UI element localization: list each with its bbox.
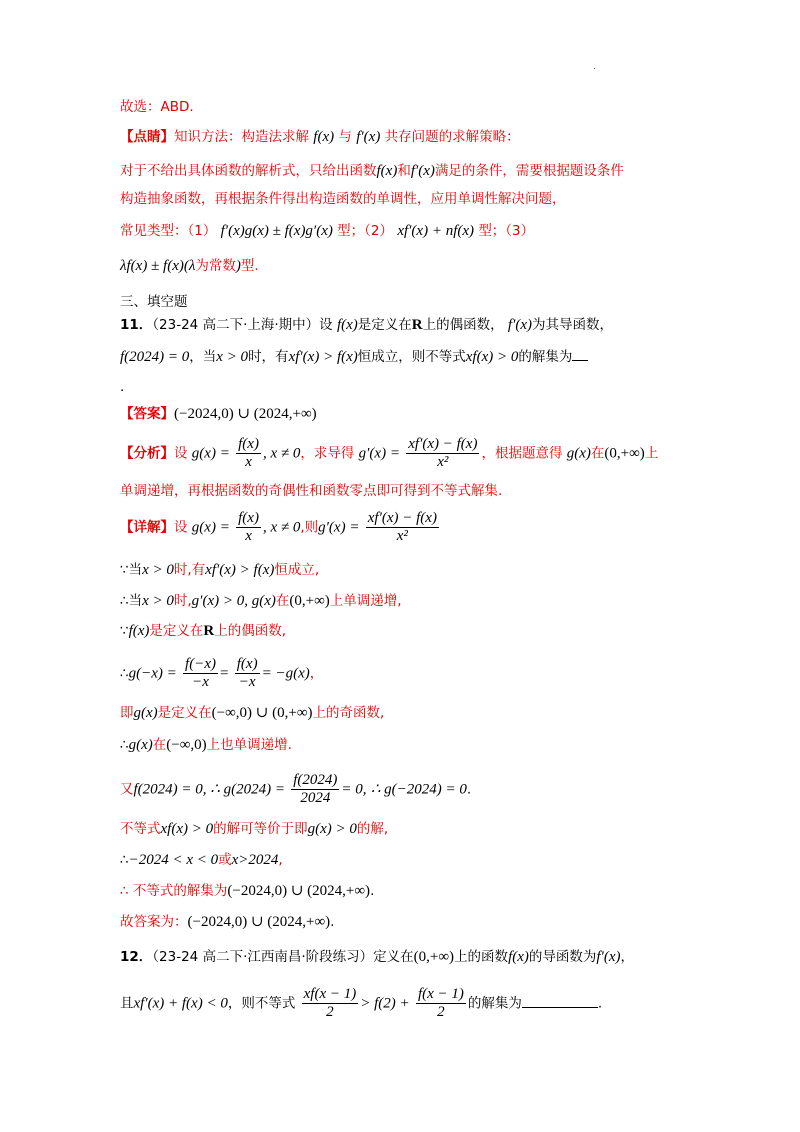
step3-m1: f(x) <box>128 623 150 639</box>
step9-m2: x>2024 <box>231 852 279 868</box>
q12-frac2-num: f(x − 1) <box>417 986 464 1002</box>
q11-l2-b: 时，有 <box>248 349 289 365</box>
q11-step9 <box>120 849 283 871</box>
analysis-b: ，求导得 <box>300 445 355 462</box>
q12-frac2-den: 2 <box>437 1004 445 1020</box>
step6-m1: g(x) <box>128 737 153 753</box>
tip-f: f(x) <box>313 129 335 145</box>
analysis-cond: , x ≠ 0 <box>262 445 301 462</box>
tip-p3 <box>120 220 534 242</box>
step6-b: 在 <box>152 737 167 753</box>
step6-c: 上也单调递增. <box>206 737 292 753</box>
q12-l2-c: 的解集为 <box>467 995 522 1012</box>
section-title <box>120 291 188 313</box>
step2-c: 在 <box>275 593 290 609</box>
step4-a: ∴ <box>120 665 129 682</box>
step7-m3: ∴ g(−2024) = 0 <box>370 781 467 798</box>
detail-frac1-num: f(x) <box>238 510 259 526</box>
step4-m1: g(−x) = <box>128 665 177 682</box>
step3-R: R <box>203 623 215 639</box>
analysis-g: g(x) = <box>191 445 230 462</box>
step7-m2: = 0, <box>341 781 367 798</box>
detail-cond: , x ≠ 0 <box>262 519 301 536</box>
tip-p1 <box>120 160 624 182</box>
step8-a: 不等式 <box>120 821 161 837</box>
analysis-d: 在 <box>590 445 605 462</box>
tip-p1-b: 和 <box>397 163 411 179</box>
detail-frac1 <box>236 510 261 545</box>
step5-m1: g(x) <box>133 705 158 721</box>
detail-frac2 <box>366 510 439 545</box>
step2-d: 上单调递增, <box>329 593 402 609</box>
q12-l2-m1: xf′(x) + f(x) < 0 <box>133 995 228 1012</box>
analysis-frac1 <box>236 436 261 471</box>
step7-a: 又 <box>120 781 134 798</box>
q11-detail <box>120 510 441 545</box>
step7-m1: f(2024) = 0, ∴ g(2024) = <box>133 781 285 798</box>
analysis-frac2-num: xf′(x) − f(x) <box>408 436 478 452</box>
tip-p4-c: 型. <box>240 258 259 274</box>
q11-t2-R: R <box>411 317 423 333</box>
step9-a: ∴ <box>120 852 129 868</box>
q11-step6 <box>120 734 292 756</box>
step5-b: 是定义在 <box>157 705 212 721</box>
q11-l2-m3: xf′(x) > f(x) <box>288 349 358 365</box>
q11-step5 <box>120 702 384 724</box>
q11-l3: . <box>120 379 125 395</box>
analysis-e: 上 <box>644 445 659 462</box>
q12-answer-blank <box>522 993 598 1008</box>
analysis-frac1-num: f(x) <box>238 436 259 452</box>
q11-number: 11． <box>120 317 153 333</box>
step3-b: 是定义在 <box>149 623 204 639</box>
step4-frac1 <box>183 656 218 691</box>
q11-step2 <box>120 590 402 612</box>
tip-p1-f: f(x) <box>376 163 398 179</box>
detail-frac2-den: x² <box>396 528 408 544</box>
step4-m2: = −g(x) <box>261 665 310 682</box>
q12-source: （23-24 高二下·江西南昌·阶段练习） <box>152 949 374 965</box>
step10-a: ∴ 不等式的解集为 <box>120 883 228 899</box>
tip-fp: f′(x) <box>356 129 381 145</box>
analysis-l2-text: 单调递增，再根据函数的奇偶性和函数零点即可得到不等式解集. <box>120 483 503 499</box>
q11-step7 <box>120 772 471 807</box>
analysis-frac2-den: x² <box>437 454 449 470</box>
q11-line1 <box>120 314 613 336</box>
step5-a: 即 <box>120 705 134 721</box>
step3-c: 上的偶函数, <box>214 623 287 639</box>
tip-text-a: 知识方法：构造法求解 <box>174 129 309 145</box>
conclusion-text: 故选：ABD. <box>120 99 194 115</box>
step4-frac1-num: f(−x) <box>185 656 216 672</box>
tip-text-b: 与 <box>338 129 352 145</box>
tip-heading-line <box>120 126 520 148</box>
q11-t1-f: f(x) <box>336 317 358 333</box>
q11-line3 <box>120 376 124 398</box>
step7-b: . <box>466 781 472 798</box>
step4-frac2-num: f(x) <box>236 656 258 672</box>
tip-p4 <box>120 255 259 277</box>
q12-t3: 的导函数为 <box>528 949 597 965</box>
step10-m: (−2024,0) ∪ (2024,+∞) <box>227 883 371 899</box>
step4-eq: = <box>219 665 229 682</box>
q12-t1-m: (0,+∞) <box>413 949 455 965</box>
step6-m2: (−∞,0) <box>166 737 207 753</box>
q11-l2-c: 恒成立，则不等式 <box>357 349 466 365</box>
q11-step8 <box>120 818 388 840</box>
q11-step4 <box>120 656 323 691</box>
step8-m2: g(x) > 0 <box>307 821 357 837</box>
q12-l2-b: ，则不等式 <box>227 995 296 1012</box>
q11-l2-m1: f(2024) = 0 <box>120 349 190 365</box>
step4-b: ， <box>309 665 324 682</box>
step9-b: 或 <box>218 852 232 868</box>
q12-frac1-num: xf(x − 1) <box>303 986 357 1002</box>
detail-gp: g′(x) = <box>318 519 360 536</box>
analysis-gp: g′(x) = <box>358 445 400 462</box>
step1-m1: x > 0 <box>142 562 174 578</box>
q11-analysis-l2 <box>120 480 502 502</box>
detail-g: g(x) = <box>191 519 230 536</box>
q12-t1: 定义在 <box>373 949 414 965</box>
q11-step10 <box>120 880 374 902</box>
q11-l2-m2: x > 0 <box>216 349 249 365</box>
q12-t4: ， <box>620 949 634 965</box>
tip-p2-text: 构造抽象函数，再根据条件得出构造函数的单调性，应用单调性解决问题， <box>120 191 566 207</box>
tip-p2 <box>120 188 566 210</box>
tip-p3-m1: f′(x)g(x) ± f(x)g′(x) <box>220 223 333 239</box>
tip-p4-b: ) <box>235 258 241 274</box>
detail-tag: 【详解】 <box>120 519 174 536</box>
q12-number: 12． <box>120 949 153 965</box>
q11-step1 <box>120 559 319 581</box>
step1-a: ∵当 <box>120 562 143 578</box>
tip-p4-a: 为常数 <box>195 258 236 274</box>
q11-step3 <box>120 620 286 642</box>
analysis-tag: 【分析】 <box>120 445 174 462</box>
q11-t4: 为其导函数， <box>532 317 614 333</box>
step8-m1: xf(x) > 0 <box>160 821 214 837</box>
final-b: . <box>330 914 335 930</box>
analysis-c: ，根据题意得 <box>481 445 563 462</box>
tip-text-c: 共存问题的求解策略： <box>384 129 520 145</box>
q12-frac1 <box>302 986 359 1021</box>
q11-source: （23-24 高二下·上海·期中） <box>152 317 320 333</box>
q12-t3-m: f′(x) <box>596 949 621 965</box>
detail-frac2-num: xf′(x) − f(x) <box>367 510 437 526</box>
step7-frac-num: f(2024) <box>293 772 338 788</box>
conclusion-line <box>120 96 194 118</box>
final-a: 故答案为： <box>120 914 188 930</box>
q12-l2-d: . <box>597 995 603 1012</box>
tip-p3-a: 常见类型：（1） <box>120 223 217 239</box>
q11-t3: 上的偶函数， <box>422 317 504 333</box>
analysis-frac1-den: x <box>245 454 252 470</box>
q11-l2-m4: xf(x) > 0 <box>465 349 519 365</box>
q12-line2 <box>120 986 602 1021</box>
answer-value: (−2024,0) ∪ (2024,+∞) <box>174 406 317 422</box>
step5-m2: (−∞,0) ∪ (0,+∞) <box>211 705 313 721</box>
analysis-g2: g(x) <box>566 445 591 462</box>
q12-l2-a: 且 <box>120 995 134 1012</box>
tip-tag: 【点睛】 <box>120 129 174 145</box>
analysis-a: 设 <box>174 445 188 462</box>
step5-c: 上的奇函数, <box>312 705 385 721</box>
q12-t2: 上的函数 <box>454 949 509 965</box>
answer-tag: 【答案】 <box>120 406 174 422</box>
step10-b: . <box>370 883 375 899</box>
q11-l2-d: 的解集为 <box>518 349 573 365</box>
page-mark: . <box>593 62 596 72</box>
step7-frac <box>291 772 339 807</box>
tip-p3-b: 型；（2） <box>337 223 394 239</box>
q11-answer-blank <box>572 346 588 361</box>
step7-frac-den: 2024 <box>300 790 331 806</box>
tip-p1-a: 对于不给出具体函数的解析式，只给出函数 <box>120 163 377 179</box>
q12-frac1-den: 2 <box>326 1004 334 1020</box>
step4-frac2 <box>235 656 260 691</box>
step4-frac1-den: −x <box>192 674 209 690</box>
q11-t2: 是定义在 <box>357 317 412 333</box>
final-m: (−2024,0) ∪ (2024,+∞) <box>187 914 331 930</box>
q11-line2 <box>120 346 588 368</box>
q11-analysis <box>120 436 658 471</box>
q12-frac2 <box>416 986 466 1021</box>
q11-t3-fp: f′(x) <box>507 317 533 333</box>
step2-b: 时, <box>173 593 192 609</box>
detail-b: ,则 <box>300 519 319 536</box>
detail-a: 设 <box>174 519 188 536</box>
step9-c: , <box>278 852 283 868</box>
q11-final <box>120 911 334 933</box>
step1-b: 时,有 <box>173 562 206 578</box>
tip-p1-fp: f′(x) <box>410 163 435 179</box>
analysis-int: (0,+∞) <box>604 445 645 462</box>
step4-frac2-den: −x <box>238 674 256 690</box>
step8-b: 的解可等价于即 <box>213 821 308 837</box>
q11-t1: 设 <box>319 317 333 333</box>
step2-m3: (0,+∞) <box>289 593 330 609</box>
q12-l2-m2: > f(2) + <box>360 995 410 1012</box>
step8-c: 的解, <box>356 821 389 837</box>
step1-m2: xf′(x) > f(x) <box>205 562 275 578</box>
step2-m2: g′(x) > 0, g(x) <box>191 593 276 609</box>
step3-a: ∵ <box>120 623 129 639</box>
q11-answer <box>120 403 317 425</box>
q12-t2-m: f(x) <box>508 949 529 965</box>
tip-p3-c: 型；（3） <box>478 223 535 239</box>
analysis-frac2 <box>406 436 479 471</box>
step2-m1: x > 0 <box>142 593 174 609</box>
step1-c: 恒成立, <box>274 562 320 578</box>
tip-p3-m2: xf′(x) + nf(x) <box>397 223 475 239</box>
detail-frac1-den: x <box>245 528 252 544</box>
step9-m1: −2024 < x < 0 <box>128 852 219 868</box>
step6-a: ∴ <box>120 737 129 753</box>
section-title-text: 三、填空题 <box>120 294 188 310</box>
tip-p4-m: λf(x) ± f(x)(λ <box>120 258 196 274</box>
step2-a: ∴当 <box>120 593 143 609</box>
q12-line1 <box>120 946 634 968</box>
q11-l2-a: ，当 <box>189 349 217 365</box>
tip-p1-c: 满足的条件，需要根据题设条件 <box>434 163 624 179</box>
